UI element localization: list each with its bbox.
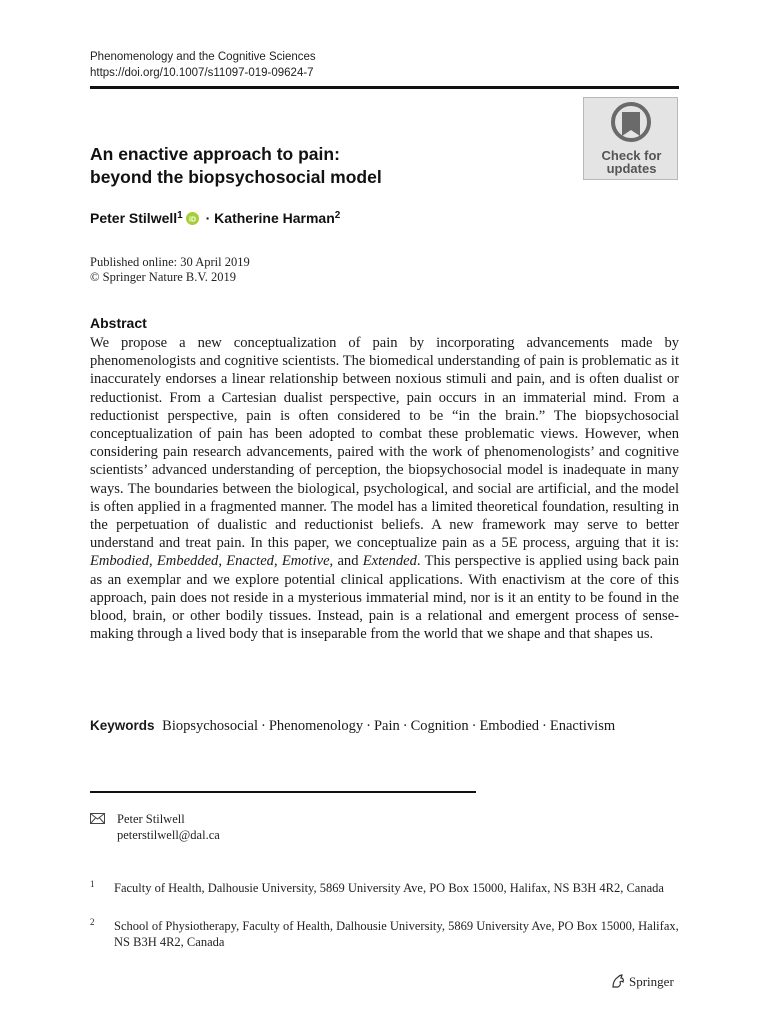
keywords-label: Keywords	[90, 718, 155, 733]
abstract-text-part: . This perspective is applied using back pain as an exemplar and we explore potential clinical applications. With enactivism at the core of this approach, pain does not reside in a mysterious immaterial mind, nor is it an entity to be found in the blood, brain, or other bodily tissues. Instead, pain is a relational and emergent process of sense-making through a lived body that is inseparable from the world that we shape and that shapes us.	[90, 553, 679, 643]
affiliation-number: 2	[90, 917, 95, 927]
keyword: Phenomenology	[268, 718, 364, 734]
contact-name: Peter Stilwell	[117, 812, 185, 826]
emphasis-term: Enacted	[226, 553, 274, 570]
header-rule	[90, 86, 679, 89]
emphasis-term: Embedded	[156, 553, 219, 570]
author-name[interactable]: Peter Stilwell	[90, 210, 178, 226]
orcid-icon[interactable]	[186, 212, 199, 225]
affiliation-number: 1	[90, 879, 95, 889]
author-name[interactable]: Katherine Harman	[214, 210, 335, 226]
term-separator: , and	[329, 553, 363, 570]
term-separator: ,	[148, 553, 157, 570]
author-affiliation-ref: 2	[334, 210, 341, 221]
keyword: Biopsychosocial	[162, 718, 259, 734]
publication-info	[90, 255, 250, 284]
keyword: Embodied	[479, 718, 540, 734]
affiliation	[90, 918, 679, 950]
term-separator: ,	[218, 553, 227, 570]
keyword: Cognition	[410, 718, 469, 734]
envelope-icon	[90, 813, 105, 824]
publisher-logo	[610, 973, 674, 990]
badge-line-2: updates	[606, 161, 657, 176]
springer-horse-icon	[610, 973, 626, 989]
abstract-text	[90, 334, 679, 643]
emphasis-term: Embodied	[90, 553, 149, 570]
svg-text:iD: iD	[188, 216, 196, 224]
contact-email[interactable]: peterstilwell@dal.ca	[117, 828, 220, 842]
keyword: Enactivism	[549, 718, 616, 734]
footnote-rule	[90, 791, 476, 793]
publisher-name: Springer	[629, 974, 674, 989]
affiliation-text: School of Physiotherapy, Faculty of Health, Dalhousie University, 5869 University Ave, PO Box 15000, Halifax, NS B3H 4R2, Canada	[114, 919, 679, 949]
journal-header	[90, 49, 316, 81]
emphasis-term: Emotive	[281, 553, 330, 570]
keyword-separator: ·	[542, 718, 547, 734]
affiliation-text: Faculty of Health, Dalhousie University, 5869 University Ave, PO Box 15000, Halifax, NS B3H 4R2, Canada	[114, 881, 664, 895]
badge-line-1: Check for	[601, 148, 662, 163]
check-for-updates-icon	[611, 102, 651, 148]
paper-title	[90, 143, 382, 189]
keyword-separator: ·	[366, 718, 371, 734]
keyword-separator: ·	[402, 718, 408, 734]
doi-link[interactable]: https://doi.org/10.1007/s11097-019-09624-7	[90, 67, 314, 79]
author-list	[90, 210, 340, 226]
abstract-text-part: We propose a new conceptualization of pain by incorporating advancements made by phenomenologists and cognitive scientists. The biomedical understanding of pain is problematic as it inaccurately endorses a linear relationship between noxious stimuli and pain, and is often dualist or reductionist. From a Cartesian dualist perspective, pain occurs in an immaterial mind. From a reductionist perspective, pain is often considered to be “in the brain.” The biopsychosocial conceptualization of pain has been adopted to combat these problematic views. However, when considering pain research advancements, paired with the work of phenomenologists’ and cognitive scientists’ advanced understanding of perception, the biopsychosocial model is inadequate in many ways. The boundaries between the biological, psychological, and social are artificial, and the model is often applied in a fragmented manner. The model has a limited theoretical foundation, resulting in the perpetuation of dualistic and reductionist beliefs. A new framework may serve to better understand and treat pain. In this paper, we conceptualize pain as a 5E process, arguing that it is:	[90, 335, 679, 552]
published-date: Published online: 30 April 2019	[90, 255, 250, 269]
author-affiliation-ref: 1	[177, 210, 183, 221]
title-line-2: beyond the biopsychosocial model	[90, 167, 382, 187]
affiliation	[90, 880, 679, 896]
title-line-1: An enactive approach to pain:	[90, 144, 340, 164]
keyword-separator: ·	[261, 718, 266, 734]
copyright: © Springer Nature B.V. 2019	[90, 269, 237, 284]
abstract-heading: Abstract	[90, 315, 147, 331]
check-for-updates-badge[interactable]	[583, 97, 678, 180]
author-separator: ·	[205, 210, 211, 226]
term-separator: ,	[273, 553, 282, 570]
journal-name: Phenomenology and the Cognitive Sciences	[90, 51, 316, 63]
emphasis-term: Extended	[362, 553, 417, 570]
keywords	[90, 718, 615, 735]
keyword: Pain	[373, 718, 400, 734]
keyword-separator: ·	[471, 718, 477, 734]
corresponding-author	[90, 811, 220, 843]
